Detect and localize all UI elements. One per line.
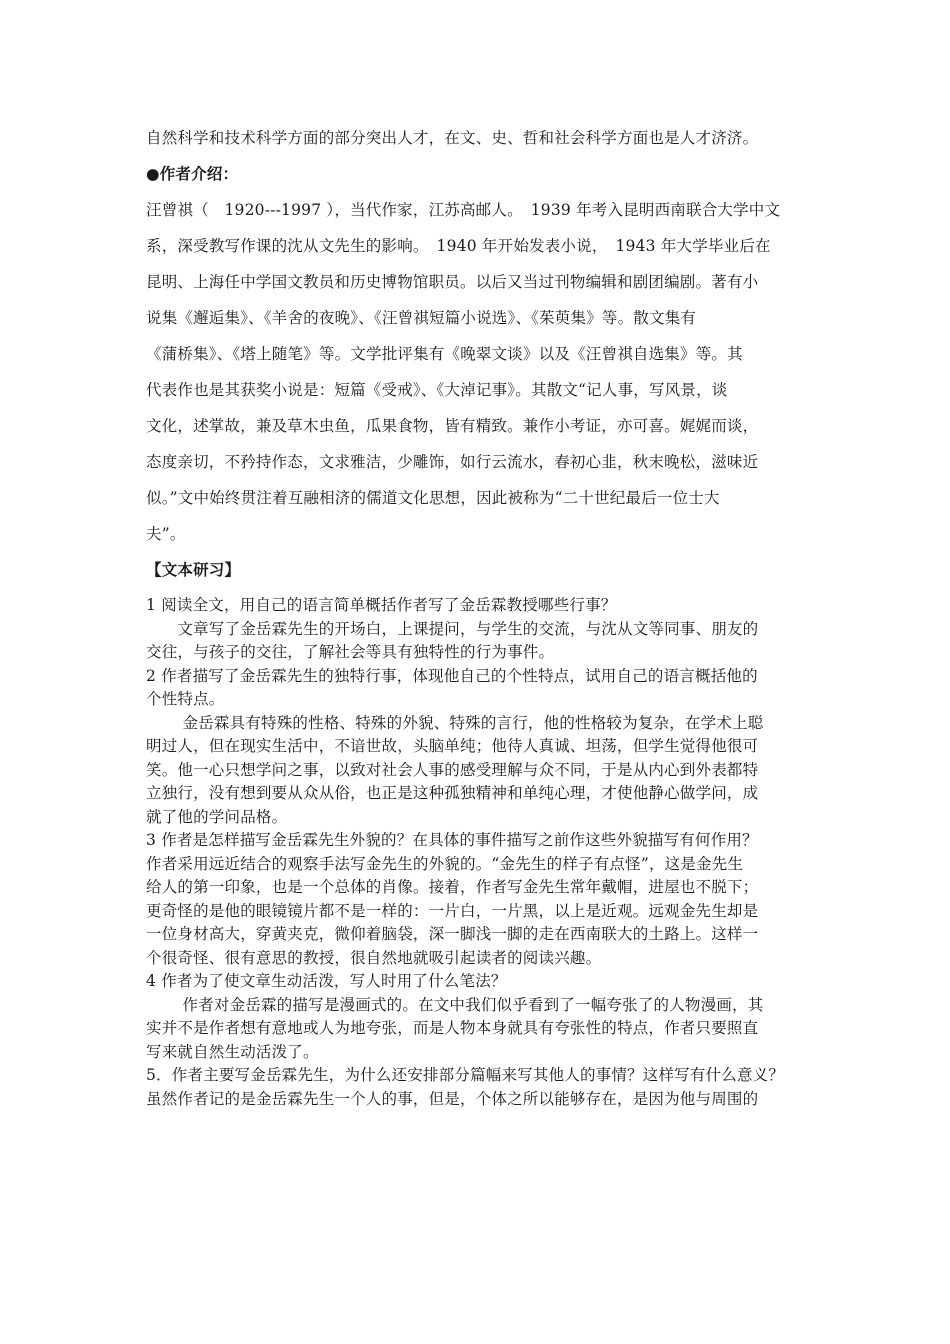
answer-line: 交往，与孩子的交往，了解社会等具有独特性的行为事件。 [146, 643, 555, 661]
answer-line: 明过人，但在现实生活中，不谙世故，头脑单纯；他待人真诚、坦荡，但学生觉得他很可 [146, 737, 759, 755]
answer-line: 作者采用远近结合的观察手法写金先生的外貌的。“金先生的样子有点怪”，这是金先生 [146, 854, 744, 873]
author-intro-line: 《蒲桥集》、《塔上随笔》等。文学批评集有《晚翠文谈》以及《汪曾祺自选集》等。其 [146, 345, 743, 363]
answer-line: 一位身材高大，穿黄夹克，微仰着脑袋，深一脚浅一脚的走在西南联大的土路上。这样一 [146, 925, 759, 943]
author-intro-line: 系，深受教写作课的沈从文先生的影响。 1940 年开始发表小说， 1943 年大学毕业后在 [146, 237, 771, 255]
intro-line: 自然科学和技术科学方面的部分突出人才，在文、史、哲和社会科学方面也是人才济济。 [146, 129, 759, 147]
answer-line: 个很奇怪、很有意思的教授，很自然地就吸引起读者的阅读兴趣。 [146, 948, 602, 967]
answer-line: 文章写了金岳霖先生的开场白，上课提问，与学生的交流，与沈从文等同事、朋友的 [146, 619, 759, 638]
text-study-body [146, 594, 826, 1111]
question-line: 1 阅读全文，用自己的语言简单概括作者写了金岳霖教授哪些行事？ [146, 596, 617, 614]
author-intro-line: 态度亲切，不矜持作态，文求雅洁，少雕饰，如行云流水，春初心韭，秋末晚松，滋味近 [146, 453, 759, 471]
answer-line: 立独行，没有想到要从众从俗，也正是这种孤独精神和单纯心理，才使他静心做学问，成 [146, 784, 759, 802]
answer-line: 金岳霖具有特殊的性格、特殊的外貌、特殊的言行，他的性格较为复杂，在学术上聪 [146, 713, 764, 732]
answer-line: 虽然作者记的是金岳霖先生一个人的事，但是，个体之所以能够存在，是因为他与周围的 [146, 1089, 759, 1108]
question-line: 5．作者主要写金岳霖先生，为什么还安排部分篇幅来写其他人的事情？这样写有什么意义？ [146, 1066, 785, 1084]
author-intro-line: 昆明、上海任中学国文教员和历史博物馆职员。以后又当过刊物编辑和剧团编剧。著有小 [146, 273, 759, 291]
question-line: 4 作者为了使文章生动活泼，写人时用了什么笔法？ [146, 972, 507, 990]
author-intro-line: 代表作也是其获奖小说是：短篇《受戒》、《大淖记事》。其散文“记人事，写风景，谈 [146, 381, 728, 399]
answer-line: 写来就自然生动活泼了。 [146, 1042, 319, 1061]
question-line: 2 作者描写了金岳霖先生的独特行事，体现他自己的个性特点，试用自己的语言概括他的 [146, 666, 758, 685]
author-intro-heading: ●作者介绍： [146, 164, 239, 183]
text-study-heading: 【文本研习】 [146, 560, 241, 579]
answer-line: 笑。他一心只想学问之事，以致对社会人事的感受理解与众不同，于是从内心到外表都特 [146, 760, 759, 779]
answer-line: 给人的第一印象，也是一个总体的肖像。接着，作者写金先生常年戴帽，进屋也不脱下； [146, 878, 759, 896]
answer-line: 更奇怪的是他的眼镜镜片都不是一样的：一片白，一片黑，以上是近观。远观金先生却是 [146, 901, 759, 920]
answer-line: 实并不是作者想有意地或人为地夸张，而是人物本身就具有夸张性的特点，作者只要照直 [146, 1019, 759, 1037]
author-intro-line: 夫”。 [146, 525, 186, 543]
author-intro-line: 说集《邂逅集》、《羊舍的夜晚》、《汪曾祺短篇小说选》、《茱萸集》等。散文集有 [146, 309, 697, 327]
author-intro-body [146, 192, 826, 552]
answer-line: 作者对金岳霖的描写是漫画式的。在文中我们似乎看到了一幅夸张了的人物漫画，其 [146, 995, 764, 1014]
author-intro-line: 文化，述掌故，兼及草木虫鱼，瓜果食物，皆有精致。兼作小考证，亦可喜。娓娓而谈， [146, 417, 759, 435]
question-line: 个性特点。 [146, 690, 225, 708]
author-intro-line: 汪曾祺（ 1920---1997 ），当代作家，江苏高邮人。 1939 年考入昆明西南联合大学中文 [146, 201, 781, 219]
author-intro-line: 似。”文中始终贯注着互融相济的儒道文化思想，因此被称为“二十世纪最后一位士大 [146, 489, 720, 507]
document-page [146, 120, 826, 1111]
question-line: 3 作者是怎样描写金岳霖先生外貌的？在具体的事件描写之前作这些外貌描写有何作用？ [146, 831, 758, 849]
answer-line: 就了他的学问品格。 [146, 807, 288, 826]
